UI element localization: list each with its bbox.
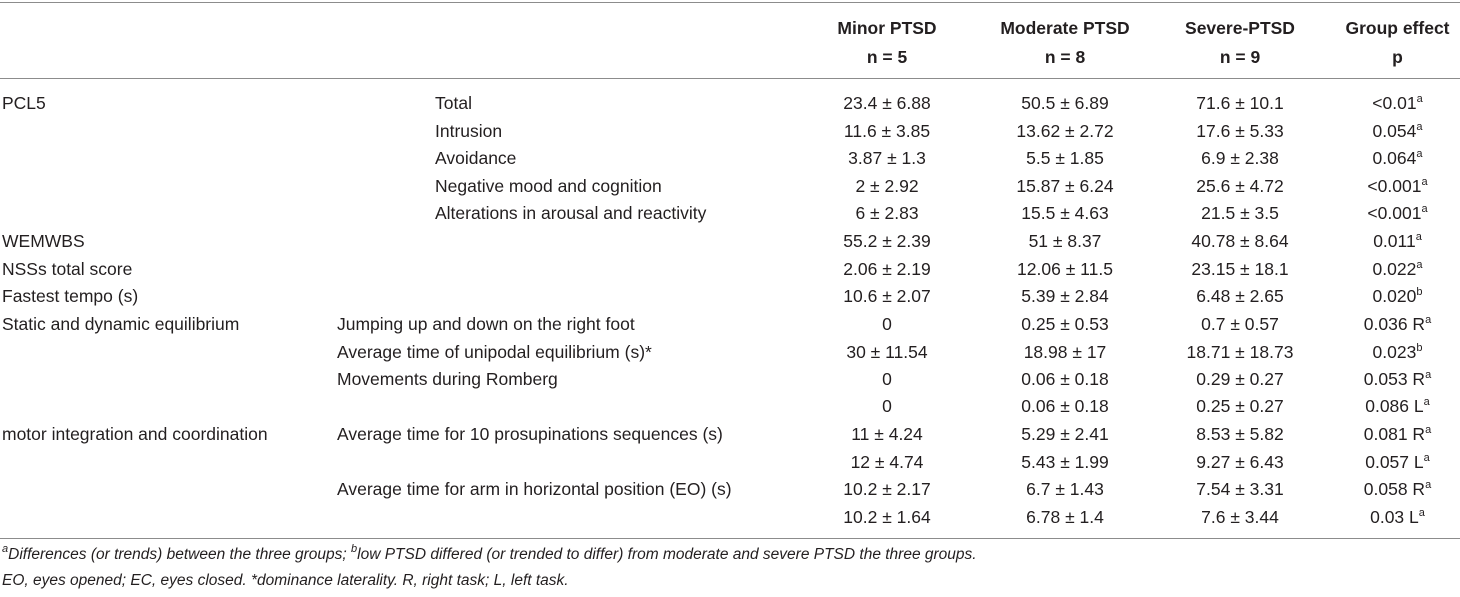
cell-moderate: 15.87 ± 6.24 bbox=[1016, 176, 1114, 196]
p-value-footnote-marker: b bbox=[1416, 342, 1423, 354]
p-value: 0.020 bbox=[1372, 286, 1417, 306]
p-value-footnote-marker: a bbox=[1421, 176, 1428, 188]
column-header-group-effect bbox=[1335, 14, 1460, 72]
cell-severe: 6.48 ± 2.65 bbox=[1196, 286, 1284, 306]
column-header-title: Moderate PTSD bbox=[1000, 18, 1130, 38]
table-row bbox=[0, 476, 1460, 503]
p-value-footnote-marker: a bbox=[1416, 93, 1423, 105]
cell-minor: 10.2 ± 1.64 bbox=[843, 507, 931, 527]
cell-group-effect bbox=[1335, 173, 1460, 200]
cell-minor: 2 ± 2.92 bbox=[855, 176, 919, 196]
cell-moderate: 15.5 ± 4.63 bbox=[1021, 203, 1109, 223]
cell-group-effect bbox=[1335, 283, 1460, 310]
cell-group-effect bbox=[1335, 366, 1460, 393]
cell-group-effect bbox=[1335, 90, 1460, 117]
table-row bbox=[0, 393, 1460, 420]
table-header-rule bbox=[0, 78, 1460, 79]
cell-group-effect bbox=[1335, 393, 1460, 420]
table-row bbox=[0, 449, 1460, 476]
column-header-title: Group effect bbox=[1345, 18, 1450, 38]
cell-moderate: 13.62 ± 2.72 bbox=[1016, 121, 1114, 141]
cell-moderate: 12.06 ± 11.5 bbox=[1017, 259, 1113, 279]
row-item: Average time of unipodal equilibrium (s)* bbox=[337, 342, 652, 362]
table-row bbox=[0, 339, 1460, 366]
footnote-text-b: low PTSD differed (or trended to differ) from moderate and severe PTSD the three groups. bbox=[357, 546, 977, 563]
p-value: 0.054 bbox=[1372, 121, 1417, 141]
p-value: 0.081 R bbox=[1363, 424, 1426, 444]
table-row bbox=[0, 504, 1460, 531]
column-header-n: n = 9 bbox=[1219, 47, 1261, 67]
row-item: Average time for 10 prosupinations sequences (s) bbox=[337, 424, 723, 444]
row-category: Static and dynamic equilibrium bbox=[2, 314, 240, 334]
table-row bbox=[0, 118, 1460, 145]
cell-minor: 30 ± 11.54 bbox=[846, 342, 928, 362]
footnote-line-1 bbox=[2, 543, 977, 564]
cell-moderate: 5.43 ± 1.99 bbox=[1021, 452, 1109, 472]
p-value-footnote-marker: a bbox=[1425, 479, 1432, 491]
table-top-rule bbox=[0, 2, 1460, 3]
cell-moderate: 6.78 ± 1.4 bbox=[1026, 507, 1104, 527]
cell-group-effect bbox=[1335, 228, 1460, 255]
table-row bbox=[0, 200, 1460, 227]
row-item: Avoidance bbox=[435, 148, 517, 168]
cell-severe: 18.71 ± 18.73 bbox=[1186, 342, 1294, 362]
column-header-moderate bbox=[990, 14, 1140, 72]
p-value: 0.023 bbox=[1372, 342, 1417, 362]
cell-moderate: 0.06 ± 0.18 bbox=[1021, 369, 1109, 389]
p-value: 0.057 L bbox=[1365, 452, 1424, 472]
p-value: 0.03 L bbox=[1370, 507, 1419, 527]
table-row bbox=[0, 173, 1460, 200]
column-header-n: n = 8 bbox=[1044, 47, 1086, 67]
row-item: Alterations in arousal and reactivity bbox=[435, 203, 707, 223]
table-row bbox=[0, 256, 1460, 283]
cell-moderate: 6.7 ± 1.43 bbox=[1026, 479, 1104, 499]
cell-minor: 6 ± 2.83 bbox=[855, 203, 919, 223]
p-value-footnote-marker: a bbox=[1416, 148, 1423, 160]
footnote-line-2: EO, eyes opened; EC, eyes closed. *dominance laterality. R, right task; L, left task. bbox=[2, 572, 569, 589]
cell-minor: 11.6 ± 3.85 bbox=[843, 121, 931, 141]
cell-moderate: 51 ± 8.37 bbox=[1028, 231, 1102, 251]
cell-moderate: 5.39 ± 2.84 bbox=[1021, 286, 1109, 306]
column-header-n: n = 5 bbox=[866, 47, 908, 67]
row-category: WEMWBS bbox=[2, 231, 85, 251]
table-row bbox=[0, 228, 1460, 255]
row-item: Negative mood and cognition bbox=[435, 176, 662, 196]
cell-moderate: 0.25 ± 0.53 bbox=[1021, 314, 1109, 334]
cell-moderate: 18.98 ± 17 bbox=[1023, 342, 1107, 362]
cell-severe: 21.5 ± 3.5 bbox=[1201, 203, 1279, 223]
cell-moderate: 50.5 ± 6.89 bbox=[1021, 93, 1109, 113]
row-item: Jumping up and down on the right foot bbox=[337, 314, 635, 334]
p-value: 0.011 bbox=[1373, 231, 1416, 251]
table-row bbox=[0, 90, 1460, 117]
cell-group-effect bbox=[1335, 504, 1460, 531]
p-value-footnote-marker: a bbox=[1415, 231, 1422, 243]
table-row bbox=[0, 283, 1460, 310]
p-value-footnote-marker: a bbox=[1421, 203, 1428, 215]
p-value-footnote-marker: a bbox=[1416, 121, 1423, 133]
row-category: PCL5 bbox=[2, 93, 46, 113]
cell-minor: 10.6 ± 2.07 bbox=[843, 286, 931, 306]
footnote-text-a: Differences (or trends) between the three groups; bbox=[8, 546, 352, 563]
cell-minor: 2.06 ± 2.19 bbox=[843, 259, 931, 279]
cell-minor: 0 bbox=[882, 396, 892, 416]
cell-severe: 7.6 ± 3.44 bbox=[1201, 507, 1279, 527]
cell-group-effect bbox=[1335, 449, 1460, 476]
row-item: Movements during Romberg bbox=[337, 369, 558, 389]
cell-group-effect bbox=[1335, 118, 1460, 145]
table-row bbox=[0, 145, 1460, 172]
row-item: Total bbox=[435, 93, 472, 113]
p-value-footnote-marker: a bbox=[1425, 314, 1432, 326]
column-header-title: Minor PTSD bbox=[837, 18, 937, 38]
cell-group-effect bbox=[1335, 476, 1460, 503]
p-value-footnote-marker: a bbox=[1425, 424, 1432, 436]
cell-minor: 23.4 ± 6.88 bbox=[843, 93, 931, 113]
column-header-title: Severe-PTSD bbox=[1185, 18, 1295, 38]
cell-group-effect bbox=[1335, 339, 1460, 366]
footnote-marker-a: a bbox=[2, 543, 9, 555]
cell-moderate: 5.29 ± 2.41 bbox=[1021, 424, 1109, 444]
column-header-p: p bbox=[1392, 47, 1403, 67]
cell-group-effect bbox=[1335, 311, 1460, 338]
p-value-footnote-marker: a bbox=[1423, 396, 1430, 408]
p-value-footnote-marker: a bbox=[1423, 452, 1430, 464]
p-value: 0.058 R bbox=[1363, 479, 1426, 499]
cell-group-effect bbox=[1335, 256, 1460, 283]
cell-severe: 9.27 ± 6.43 bbox=[1196, 452, 1284, 472]
p-value: <0.01 bbox=[1372, 93, 1417, 113]
p-value-footnote-marker: a bbox=[1425, 369, 1432, 381]
column-header-severe bbox=[1165, 14, 1315, 72]
row-item: Average time for arm in horizontal position (EO) (s) bbox=[337, 479, 732, 499]
footnote-marker-b: b bbox=[351, 543, 358, 555]
cell-severe: 6.9 ± 2.38 bbox=[1201, 148, 1279, 168]
cell-minor: 11 ± 4.24 bbox=[851, 424, 923, 444]
cell-group-effect bbox=[1335, 421, 1460, 448]
cell-group-effect bbox=[1335, 145, 1460, 172]
p-value: <0.001 bbox=[1367, 203, 1422, 223]
p-value-footnote-marker: a bbox=[1416, 259, 1423, 271]
cell-moderate: 0.06 ± 0.18 bbox=[1021, 396, 1109, 416]
p-value: 0.053 R bbox=[1363, 369, 1426, 389]
row-category: NSSs total score bbox=[2, 259, 133, 279]
cell-severe: 0.29 ± 0.27 bbox=[1196, 369, 1284, 389]
table-bottom-rule bbox=[0, 538, 1460, 539]
p-value-footnote-marker: b bbox=[1416, 286, 1423, 298]
row-category: Fastest tempo (s) bbox=[2, 286, 139, 306]
cell-severe: 25.6 ± 4.72 bbox=[1196, 176, 1284, 196]
table-row bbox=[0, 421, 1460, 448]
p-value: <0.001 bbox=[1367, 176, 1422, 196]
cell-minor: 12 ± 4.74 bbox=[850, 452, 924, 472]
column-header-minor bbox=[816, 14, 958, 72]
p-value: 0.064 bbox=[1372, 148, 1417, 168]
cell-minor: 3.87 ± 1.3 bbox=[848, 148, 926, 168]
row-item: Intrusion bbox=[435, 121, 503, 141]
cell-minor: 0 bbox=[882, 369, 892, 389]
cell-severe: 23.15 ± 18.1 bbox=[1191, 259, 1289, 279]
p-value: 0.022 bbox=[1372, 259, 1417, 279]
cell-minor: 0 bbox=[882, 314, 892, 334]
cell-severe: 71.6 ± 10.1 bbox=[1196, 93, 1284, 113]
cell-minor: 10.2 ± 2.17 bbox=[843, 479, 931, 499]
cell-severe: 17.6 ± 5.33 bbox=[1196, 121, 1284, 141]
cell-severe: 8.53 ± 5.82 bbox=[1196, 424, 1284, 444]
cell-minor: 55.2 ± 2.39 bbox=[843, 231, 931, 251]
p-value: 0.086 L bbox=[1365, 396, 1424, 416]
row-category: motor integration and coordination bbox=[2, 424, 268, 444]
cell-severe: 40.78 ± 8.64 bbox=[1191, 231, 1289, 251]
cell-severe: 0.25 ± 0.27 bbox=[1196, 396, 1284, 416]
cell-severe: 0.7 ± 0.57 bbox=[1201, 314, 1279, 334]
p-value-footnote-marker: a bbox=[1418, 507, 1425, 519]
table-row bbox=[0, 311, 1460, 338]
p-value: 0.036 R bbox=[1363, 314, 1426, 334]
cell-severe: 7.54 ± 3.31 bbox=[1196, 479, 1284, 499]
table-row bbox=[0, 366, 1460, 393]
cell-moderate: 5.5 ± 1.85 bbox=[1026, 148, 1104, 168]
cell-group-effect bbox=[1335, 200, 1460, 227]
